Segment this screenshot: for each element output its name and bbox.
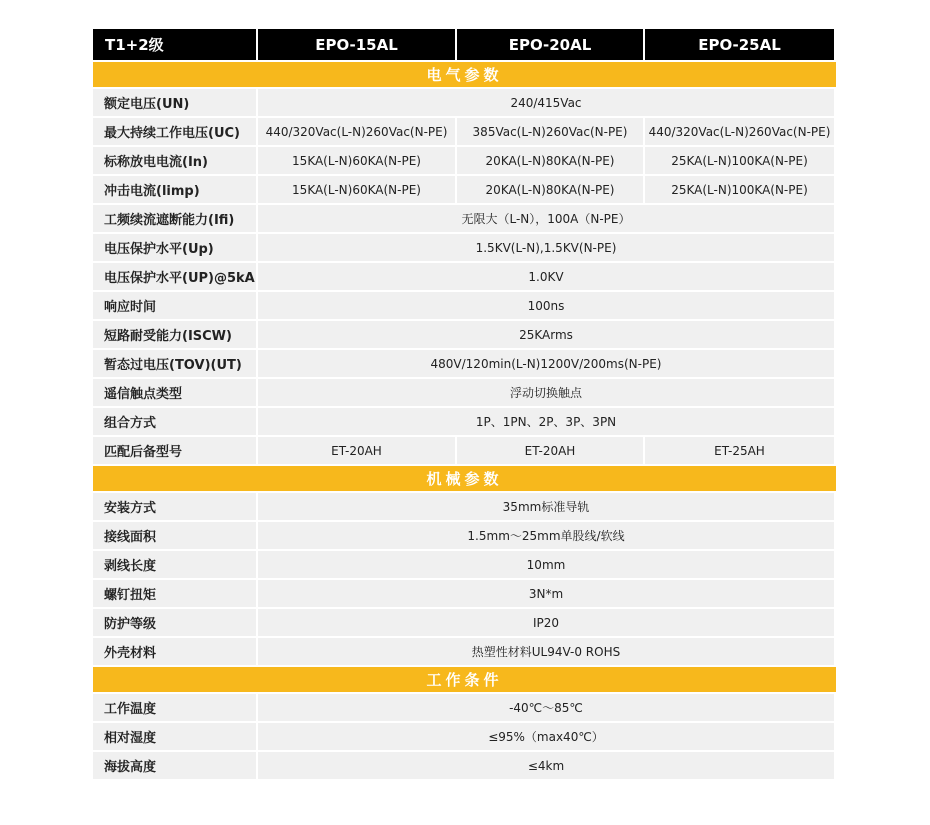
row-value: 20KA(L-N)80KA(N-PE): [457, 176, 643, 203]
section-header: 工作条件: [93, 667, 836, 692]
table-row: [93, 752, 836, 779]
table-row: [93, 379, 836, 406]
spec-table: [93, 29, 836, 781]
row-value: 浮动切换触点: [258, 379, 834, 406]
row-value: 25KArms: [258, 321, 834, 348]
table-row: [93, 551, 836, 578]
row-label: 安装方式: [93, 493, 256, 520]
row-label: 工频续流遮断能力(Ifi): [93, 205, 256, 232]
table-header: [93, 29, 836, 60]
row-value: ET-20AH: [457, 437, 643, 464]
row-value: 3N*m: [258, 580, 834, 607]
header-model-3: EPO-25AL: [645, 29, 834, 60]
table-row: [93, 118, 836, 145]
row-label: 短路耐受能力(ISCW): [93, 321, 256, 348]
row-value: 20KA(L-N)80KA(N-PE): [457, 147, 643, 174]
row-value: 385Vac(L-N)260Vac(N-PE): [457, 118, 643, 145]
row-label: 剥线长度: [93, 551, 256, 578]
row-label: 冲击电流(limp): [93, 176, 256, 203]
row-value: 25KA(L-N)100KA(N-PE): [645, 176, 834, 203]
row-label: 额定电压(UN): [93, 89, 256, 116]
row-value: 35mm标准导轨: [258, 493, 834, 520]
header-level-label: T1+2级: [93, 29, 256, 60]
row-value: 15KA(L-N)60KA(N-PE): [258, 176, 455, 203]
row-label: 电压保护水平(Up): [93, 234, 256, 261]
row-value: 1.0KV: [258, 263, 834, 290]
table-row: [93, 723, 836, 750]
sections-container: [93, 62, 836, 779]
row-label: 相对湿度: [93, 723, 256, 750]
table-row: [93, 292, 836, 319]
row-label: 电压保护水平(UP)@5kA: [93, 263, 256, 290]
row-value: 1.5KV(L-N),1.5KV(N-PE): [258, 234, 834, 261]
table-row: [93, 350, 836, 377]
row-label: 工作温度: [93, 694, 256, 721]
table-row: [93, 176, 836, 203]
row-value: -40℃～85℃: [258, 694, 834, 721]
row-label: 外壳材料: [93, 638, 256, 665]
row-value: 100ns: [258, 292, 834, 319]
table-row: [93, 493, 836, 520]
section-header: 电气参数: [93, 62, 836, 87]
row-value: 440/320Vac(L-N)260Vac(N-PE): [258, 118, 455, 145]
row-label: 防护等级: [93, 609, 256, 636]
table-row: [93, 234, 836, 261]
table-row: [93, 321, 836, 348]
row-label: 组合方式: [93, 408, 256, 435]
table-row: [93, 263, 836, 290]
row-value: ET-25AH: [645, 437, 834, 464]
row-value: IP20: [258, 609, 834, 636]
row-value: ≤95%（max40℃）: [258, 723, 834, 750]
table-row: [93, 408, 836, 435]
row-value: 480V/120min(L-N)1200V/200ms(N-PE): [258, 350, 834, 377]
section-header: 机械参数: [93, 466, 836, 491]
row-label: 标称放电电流(In): [93, 147, 256, 174]
header-model-1: EPO-15AL: [258, 29, 455, 60]
row-label: 遥信触点类型: [93, 379, 256, 406]
row-label: 海拔高度: [93, 752, 256, 779]
row-value: 10mm: [258, 551, 834, 578]
header-model-2: EPO-20AL: [457, 29, 643, 60]
table-row: [93, 437, 836, 464]
row-value: 15KA(L-N)60KA(N-PE): [258, 147, 455, 174]
row-label: 螺钉扭矩: [93, 580, 256, 607]
row-value: 1.5mm～25mm单股线/软线: [258, 522, 834, 549]
row-value: 440/320Vac(L-N)260Vac(N-PE): [645, 118, 834, 145]
row-label: 最大持续工作电压(UC): [93, 118, 256, 145]
row-label: 响应时间: [93, 292, 256, 319]
row-label: 暂态过电压(TOV)(UT): [93, 350, 256, 377]
row-value: 无限大（L-N），100A（N-PE）: [258, 205, 834, 232]
table-row: [93, 638, 836, 665]
table-row: [93, 205, 836, 232]
row-value: 1P、1PN、2P、3P、3PN: [258, 408, 834, 435]
table-row: [93, 147, 836, 174]
row-label: 匹配后备型号: [93, 437, 256, 464]
row-label: 接线面积: [93, 522, 256, 549]
table-row: [93, 522, 836, 549]
table-row: [93, 580, 836, 607]
row-value: 25KA(L-N)100KA(N-PE): [645, 147, 834, 174]
row-value: ET-20AH: [258, 437, 455, 464]
row-value: 240/415Vac: [258, 89, 834, 116]
table-row: [93, 694, 836, 721]
row-value: ≤4km: [258, 752, 834, 779]
table-row: [93, 609, 836, 636]
row-value: 热塑性材料UL94V-0 ROHS: [258, 638, 834, 665]
table-row: [93, 89, 836, 116]
